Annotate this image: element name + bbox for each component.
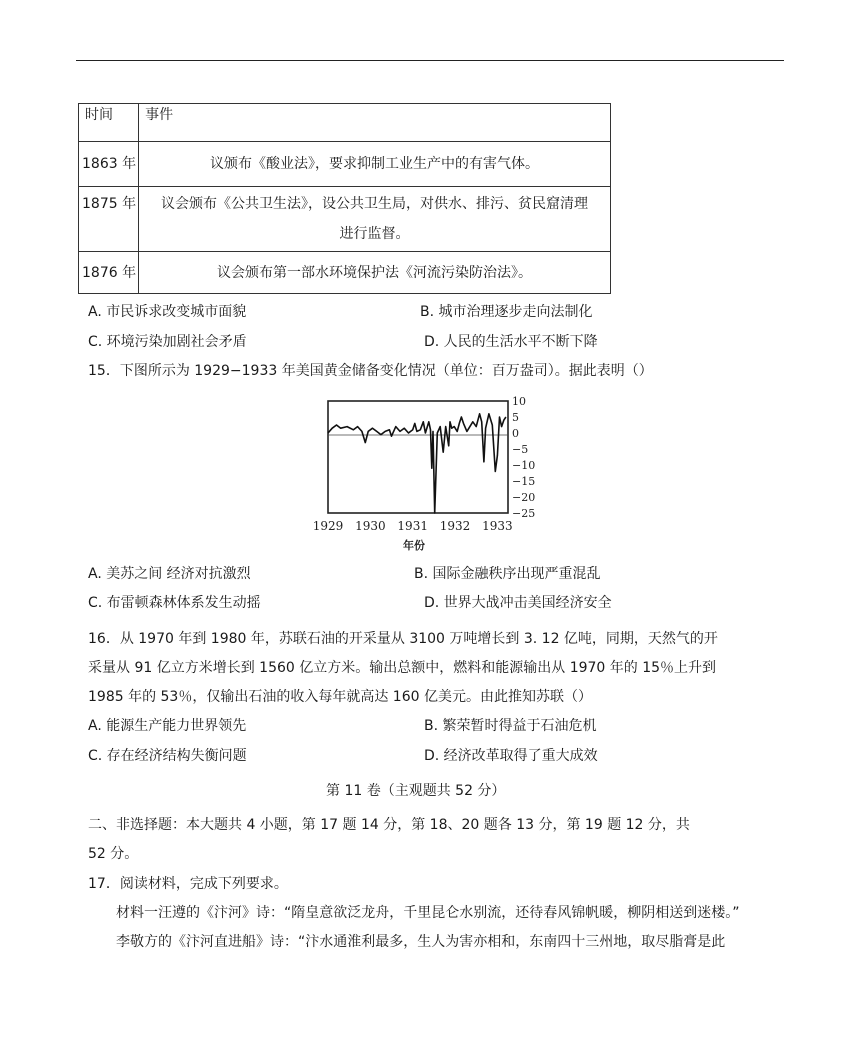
section-intro-line1: 二、非选择题：本大题共 4 小题，第 17 题 14 分，第 18、20 题各 13 分，第 19 题 12 分，共 bbox=[88, 817, 690, 833]
q16-option-d: D. 经济改革取得了重大成效 bbox=[424, 748, 598, 764]
header-time: 时间 bbox=[79, 104, 139, 142]
q15-option-d: D. 世界大战冲击美国经济安全 bbox=[424, 595, 612, 611]
x-axis-label: 年份 bbox=[403, 539, 425, 552]
q14-option-a: A. 市民诉求改变城市面貌 bbox=[88, 304, 247, 320]
y-tick-label: 5 bbox=[512, 411, 519, 424]
y-tick-label: −10 bbox=[512, 459, 536, 472]
table-row bbox=[79, 252, 611, 294]
header-rule bbox=[76, 60, 784, 61]
q17-material-line2: 李敬方的《汴河直进船》诗：“汴水通淮利最多，生人为害亦相和，东南四十三州地，取尽脂膏是此 bbox=[116, 934, 726, 950]
q14-option-c: C. 环境污染加剧社会矛盾 bbox=[88, 334, 247, 350]
table-row bbox=[79, 142, 611, 187]
section-intro-line2: 52 分。 bbox=[88, 846, 139, 862]
row-time: 1863 年 bbox=[79, 142, 139, 187]
events-table bbox=[78, 103, 611, 294]
x-tick-label: 1929 bbox=[312, 519, 344, 533]
row-event: 议颁布《酸业法》，要求抑制工业生产中的有害气体。 bbox=[139, 142, 611, 187]
q15-option-c: C. 布雷顿森林体系发生动摇 bbox=[88, 595, 261, 611]
y-tick-label: 10 bbox=[512, 395, 526, 408]
q16-option-a: A. 能源生产能力世界领先 bbox=[88, 718, 247, 734]
x-tick-label: 1933 bbox=[482, 519, 513, 533]
q17-material-line1: 材料一汪遵的《汴河》诗：“隋皇意欲泛龙舟，千里昆仑水别流，还待春风锦帆暖，柳阴相送到迷楼。” bbox=[116, 905, 740, 921]
gold-reserve-chart bbox=[310, 393, 546, 557]
q16-line2: 采量从 91 亿立方米增长到 1560 亿立方米。输出总额中，燃料和能源输出从 1970 年的 15％上升到 bbox=[88, 660, 717, 676]
header-event: 事件 bbox=[139, 104, 611, 142]
y-tick-label: −15 bbox=[512, 475, 536, 488]
section-title: 第 11 卷（主观题共 52 分） bbox=[326, 783, 506, 799]
q17-stem: 17．阅读材料，完成下列要求。 bbox=[88, 876, 288, 892]
q16-line1: 16．从 1970 年到 1980 年，苏联石油的开采量从 3100 万吨增长到 3. 12 亿吨，同期，天然气的开 bbox=[88, 631, 718, 647]
y-tick-label: 0 bbox=[512, 427, 519, 440]
y-tick-labels bbox=[512, 395, 535, 520]
q15-option-b: B. 国际金融秩序出现严重混乱 bbox=[414, 566, 601, 582]
row-time: 1876 年 bbox=[79, 252, 139, 294]
y-tick-label: −5 bbox=[512, 443, 529, 456]
q16-option-c: C. 存在经济结构失衡问题 bbox=[88, 748, 247, 764]
row-event-line2: 进行监督。 bbox=[339, 226, 410, 242]
x-tick-label: 1932 bbox=[439, 519, 471, 533]
q15-stem: 15．下图所示为 1929−1933 年美国黄金储备变化情况（单位：百万盎司）。据此表明（） bbox=[88, 363, 653, 379]
q16-line3: 1985 年的 53％，仅输出石油的收入每年就高达 160 亿美元。由此推知苏联（） bbox=[88, 689, 592, 705]
q15-option-a: A. 美苏之间 经济对抗激烈 bbox=[88, 566, 251, 582]
row-event: 议会颁布第一部水环境保护法《河流污染防治法》。 bbox=[139, 252, 611, 294]
table-header-row bbox=[79, 104, 611, 142]
q14-option-b: B. 城市治理逐步走向法制化 bbox=[420, 304, 593, 320]
y-tick-label: −20 bbox=[512, 491, 536, 504]
q14-option-d: D. 人民的生活水平不断下降 bbox=[424, 334, 598, 350]
table-row bbox=[79, 187, 611, 252]
x-tick-labels bbox=[313, 519, 513, 533]
gold-reserve-series-line bbox=[328, 414, 506, 513]
x-tick-label: 1931 bbox=[397, 519, 428, 533]
x-tick-label: 1930 bbox=[355, 519, 386, 533]
row-event-line1: 议会颁布《公共卫生法》，设公共卫生局，对供水、排污、贫民窟清理 bbox=[161, 196, 589, 212]
q16-option-b: B. 繁荣暂时得益于石油危机 bbox=[424, 718, 597, 734]
row-time: 1875 年 bbox=[79, 187, 139, 252]
y-tick-label: −25 bbox=[512, 507, 536, 520]
row-event bbox=[139, 187, 611, 252]
